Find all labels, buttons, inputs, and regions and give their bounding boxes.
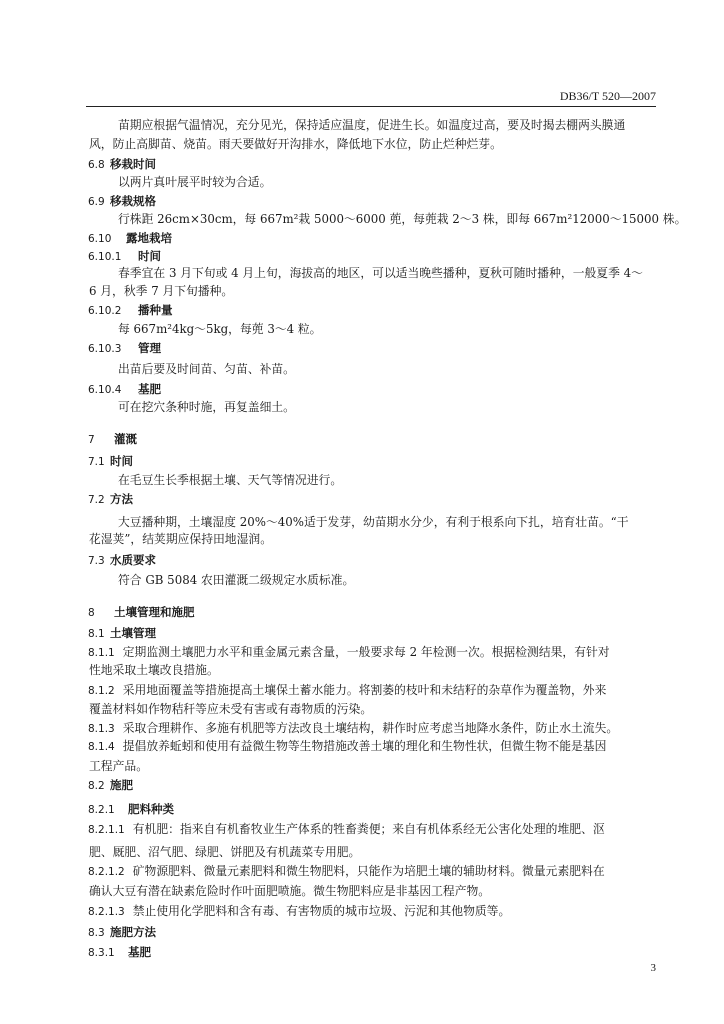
section-heading [88,192,156,211]
clause-number: 8.1.4 [88,741,115,753]
paragraph-line: 出苗后要及时间苗、匀苗、补苗。 [118,362,295,376]
clause-text: 定期监测土壤肥力水平和重金属元素含量，一般要求每 2 年检测一次。根据检测结果，有针对 [122,645,610,659]
chapter-heading [88,430,137,449]
numbered-clause [88,643,610,662]
heading-number: 8.2 [88,780,105,792]
section-heading [88,800,174,819]
paragraph-line: 符合 GB 5084 农田灌溉二级规定水质标准。 [118,573,355,587]
heading-title: 移栽规格 [110,194,156,208]
heading-number: 7 [88,434,95,446]
heading-title: 土壤管理 [110,626,156,640]
clause-number: 8.1.1 [88,647,115,659]
heading-number: 6.10 [88,233,112,245]
paragraph-line: 每 667m²4kg～5kg，每蔸 3～4 粒。 [118,322,322,336]
section-heading [88,624,156,643]
heading-number: 7.3 [88,555,105,567]
heading-title: 时间 [138,249,161,263]
heading-title: 水质要求 [110,553,156,567]
heading-title: 管理 [138,341,161,355]
heading-title: 土壤管理和施肥 [114,605,195,619]
numbered-clause [88,719,618,738]
numbered-clause [88,862,605,881]
heading-number: 6.10.2 [88,305,122,317]
clause-text: 肥、厩肥、沼气肥、绿肥、饼肥及有机蔬菜专用肥。 [89,845,361,859]
section-heading [88,452,133,471]
paragraph-line: 苗期应根据气温情况，充分见光，保持适应温度，促进生长。如温度过高，要及时揭去棚两头膜通 [118,118,626,132]
paragraph-line: 春季宜在 3 月下旬或 4 月上旬，海拔高的地区，可以适当晚些播种，夏秋可随时播种，一般夏季 4～ [118,266,643,280]
clause-continuation [89,843,360,861]
clause-text: 确认大豆有潜在缺素危险时作叶面肥喷施。微生物肥料应是非基因工程产物。 [89,884,491,898]
clause-continuation [89,661,219,679]
clause-text: 禁止使用化学肥料和含有毒、有害物质的城市垃圾、污泥和其他物质等。 [132,904,511,918]
paragraph-line: 在毛豆生长季根据土壤、天气等情况进行。 [118,473,343,487]
section-heading [88,155,156,174]
heading-title: 时间 [110,454,133,468]
heading-number: 8 [88,607,95,619]
clause-text: 工程产品。 [89,759,148,773]
clause-number: 8.1.2 [88,685,115,697]
clause-text: 有机肥：指来自有机畜牧业生产体系的牲畜粪便；来自有机体系经无公害化处理的堆肥、沤 [132,822,605,836]
section-heading [88,339,161,358]
clause-text: 提倡放养蚯蚓和使用有益微生物等生物措施改善土壤的理化和生物性状，但微生物不能是基因 [122,739,607,753]
heading-number: 8.2.1 [88,804,115,816]
paragraph-line: 大豆播种期，土壤湿度 20%～40%适于发芽，幼苗期水分少，有利于根系向下扎，培育壮苗。“干 [118,515,629,529]
heading-title: 灌溉 [114,432,137,446]
clause-number: 8.1.3 [88,723,115,735]
paragraph-line: 6 月，秋季 7 月下旬播种。 [89,284,234,298]
heading-number: 7.1 [88,456,105,468]
page-number: 3 [650,962,656,974]
heading-number: 8.1 [88,628,105,640]
section-heading [88,301,173,320]
heading-number: 7.2 [88,494,105,506]
heading-title: 肥料种类 [128,802,174,816]
numbered-clause [88,681,606,700]
paragraph-line: 行株距 26cm×30cm，每 667m²栽 5000～6000 蔸，每蔸栽 2～3 株，即每 667m²12000～15000 株。 [118,212,687,226]
heading-number: 6.10.1 [88,251,122,263]
heading-number: 6.8 [88,159,105,171]
heading-number: 6.9 [88,196,105,208]
chapter-heading [88,603,195,622]
numbered-clause [88,737,606,756]
paragraph-line: 风，防止高脚苗、烧苗。雨天要做好开沟排水，降低地下水位，防止烂种烂芽。 [89,137,502,151]
clause-text: 性地采取土壤改良措施。 [89,663,219,677]
heading-title: 施肥方法 [110,925,156,939]
clause-number: 8.2.1.2 [88,866,125,878]
heading-number: 8.3 [88,927,105,939]
clause-continuation [89,700,372,718]
clause-text: 覆盖材料如作物秸秆等应未受有害或有毒物质的污染。 [89,702,373,716]
paragraph-line: 花湿荚”，结荚期应保持田地湿润。 [89,532,272,546]
heading-number: 6.10.3 [88,343,122,355]
section-heading [88,380,161,399]
header-rule [86,106,656,107]
clause-continuation [89,757,148,775]
paragraph-line: 以两片真叶展平时较为合适。 [118,175,272,189]
paragraph-line: 可在挖穴条种时施，再复盖细土。 [118,400,295,414]
clause-number: 8.2.1.1 [88,824,125,836]
section-heading [88,923,156,942]
heading-title: 移栽时间 [110,157,156,171]
section-heading [88,229,172,248]
heading-title: 露地栽培 [126,231,172,245]
heading-title: 施肥 [110,778,133,792]
numbered-clause [88,902,510,921]
heading-title: 播种量 [138,303,173,317]
clause-continuation [89,882,490,900]
heading-number: 6.10.4 [88,384,122,396]
clause-text: 采用地面覆盖等措施提高土壤保土蓄水能力。将割萎的枝叶和未结籽的杂草作为覆盖物，外来 [122,683,607,697]
numbered-clause [88,820,605,839]
heading-title: 基肥 [128,945,151,959]
clause-text: 矿物源肥料、微量元素肥料和微生物肥料，只能作为培肥土壤的辅助材料。微量元素肥料在 [132,864,605,878]
section-heading [88,776,133,795]
heading-title: 基肥 [138,382,161,396]
section-heading [88,490,133,509]
heading-title: 方法 [110,492,133,506]
clause-number: 8.2.1.3 [88,906,125,918]
heading-number: 8.3.1 [88,947,115,959]
section-heading [88,943,151,962]
document-code-header: DB36/T 520—2007 [559,89,656,103]
section-heading [88,551,156,570]
clause-text: 采取合理耕作、多施有机肥等方法改良土壤结构，耕作时应考虑当地降水条件，防止水土流失。 [122,721,619,735]
